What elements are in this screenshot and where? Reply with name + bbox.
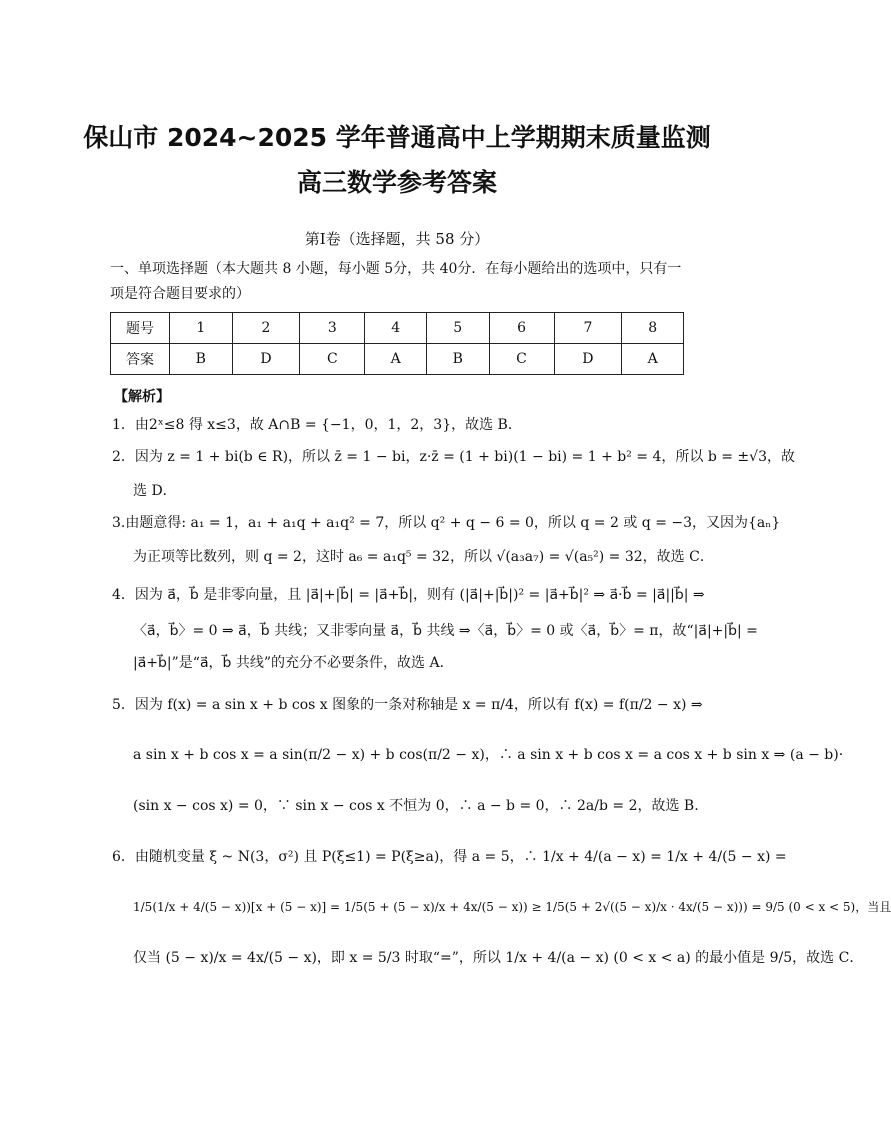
section-heading: 第Ⅰ卷（选择题，共 58 分） (304, 230, 490, 248)
table-row (111, 344, 684, 375)
table-cell: C (300, 344, 365, 375)
solution-line: a sin x + b cos x = a sin(π/2 − x) + b cos(π/2 − x)，∴ a sin x + b cos x = a cos x + b sin x ⇒ (a − b)· (133, 747, 844, 763)
document-subtitle: 高三数学参考答案 (296, 168, 497, 197)
document-title: 保山市 2024~2025 学年普通高中上学期期末质量监测 (83, 123, 711, 152)
solution-line: |a⃗+b⃗|”是“a⃗，b⃗ 共线”的充分不必要条件，故选 A． (133, 655, 454, 671)
table-cell: 5 (426, 313, 489, 344)
table-cell: 题号 (111, 313, 170, 344)
analysis-heading: 【解析】 (114, 389, 170, 405)
table-cell: 7 (554, 313, 622, 344)
table-cell: 答案 (111, 344, 170, 375)
solution-line: 选 D． (133, 483, 177, 499)
table-cell: B (170, 344, 233, 375)
solution-line: 2．因为 z = 1 + bi(b ∈ R)，所以 z̄ = 1 − bi，z·z̄ = (1 + bi)(1 − bi) = 1 + b² = 4，所以 b = ±√3，故 (112, 449, 795, 465)
table-cell: 8 (622, 313, 684, 344)
table-cell: A (365, 344, 427, 375)
table-cell: D (232, 344, 300, 375)
table-cell: 2 (232, 313, 300, 344)
solution-line: 3.由题意得: a₁ = 1，a₁ + a₁q + a₁q² = 7，所以 q² + q − 6 = 0，所以 q = 2 或 q = −3，又因为{aₙ} (112, 515, 781, 531)
solution-line: 1．由2ˣ≤8 得 x≤3，故 A∩B = {−1，0，1，2，3}，故选 B． (112, 417, 522, 433)
table-cell: A (622, 344, 684, 375)
section-intro: 一、单项选择题（本大题共 8 小题，每小题 5分，共 40分．在每小题给出的选项中，只有一项是符合题目要求的） (110, 261, 682, 302)
solution-line: 〈a⃗，b⃗〉= 0 ⇒ a⃗，b⃗ 共线；又非零向量 a⃗，b⃗ 共线 ⇒〈a⃗，b⃗〉= 0 或〈a⃗，b⃗〉= π，故“|a⃗|+|b⃗| = (133, 623, 758, 639)
table-cell: 1 (170, 313, 233, 344)
table-cell: B (426, 344, 489, 375)
table-cell: 3 (300, 313, 365, 344)
solution-line: 1/5(1/x + 4/(5 − x))[x + (5 − x)] = 1/5(5 + (5 − x)/x + 4x/(5 − x)) ≥ 1/5(5 + 2√((5 − x)/x · 4x/(5 − x))) = 9/5 (0 < x < 5)，当且 (133, 900, 891, 914)
solution-line: 6．由随机变量 ξ ~ N(3，σ²) 且 P(ξ≤1) = P(ξ≥a)，得 a = 5，∴ 1/x + 4/(a − x) = 1/x + 4/(5 − x) = (112, 849, 787, 865)
solution-line: 为正项等比数列，则 q = 2，这时 a₆ = a₁q⁵ = 32，所以 √(a₃a₇) = √(a₅²) = 32，故选 C． (133, 549, 714, 565)
solution-line: (sin x − cos x) = 0，∵ sin x − cos x 不恒为 0，∴ a − b = 0，∴ 2a/b = 2，故选 B. (133, 798, 699, 814)
table-row (111, 313, 684, 344)
solution-line: 4．因为 a⃗，b⃗ 是非零向量，且 |a⃗|+|b⃗| = |a⃗+b⃗|，则有 (|a⃗|+|b⃗|)² = |a⃗+b⃗|² ⇒ a⃗·b⃗ = |a⃗||b⃗| ⇒ (112, 587, 705, 603)
table-cell: 4 (365, 313, 427, 344)
answer-table (110, 312, 684, 375)
solution-line: 仅当 (5 − x)/x = 4x/(5 − x)，即 x = 5/3 时取“=”，所以 1/x + 4/(a − x) (0 < x < a) 的最小值是 9/5，故选 C． (133, 950, 864, 966)
solution-line: 5．因为 f(x) = a sin x + b cos x 图象的一条对称轴是 x = π/4，所以有 f(x) = f(π/2 − x) ⇒ (112, 697, 703, 713)
table-cell: D (554, 344, 622, 375)
table-cell: 6 (489, 313, 554, 344)
table-cell: C (489, 344, 554, 375)
